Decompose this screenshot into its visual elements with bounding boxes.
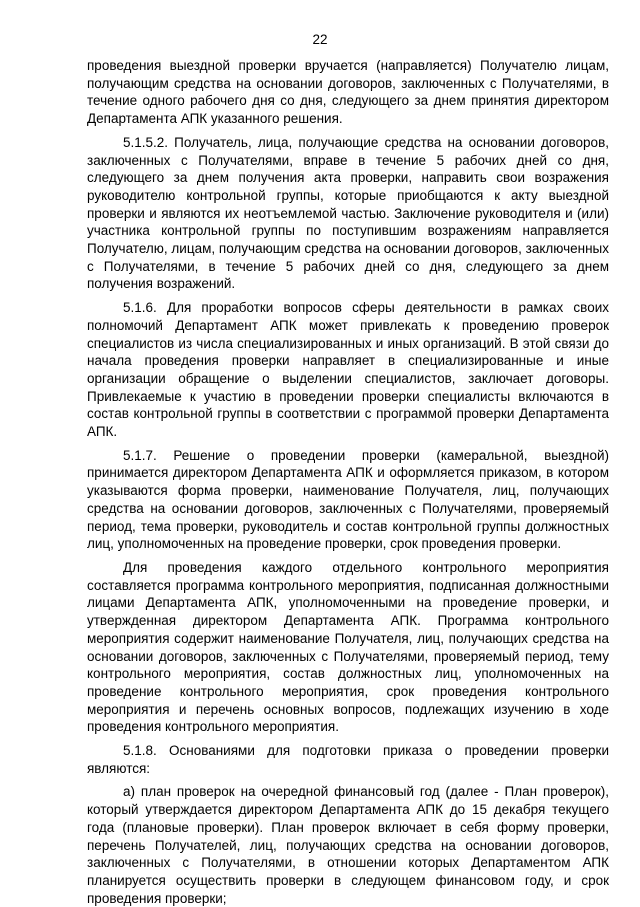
page-number: 22 xyxy=(312,32,328,47)
paragraph-5-1-6: 5.1.6. Для проработки вопросов сферы деятельности в рамках своих полномочий Департамент АПК может привлекать к проведению проверок специалистов из числа специализированных и иных организаций. В этой связи до начала проведения проверки направляет в специализированные и иные организации обращение о выделении специалистов, заключает договоры. Привлекаемые к участию в проведении проверки специалисты включаются в состав контрольной группы в соответствии с программой проверки Департамента АПК. xyxy=(87,300,609,440)
paragraph-item-a: а) план проверок на очередной финансовый год (далее - План проверок), который утверждается директором Департамента АПК до 15 декабря текущего года (плановые проверки). План проверок включает в себя форму проверки, перечень Получателей, лиц, получающих средства на основании договоров, заключенных с Получателями, в отношении которых Департаментом АПК планируется осуществить проверки в следующем финансовом году, и срок проведения проверки; xyxy=(87,784,609,906)
paragraph-5-1-7: 5.1.7. Решение о проведении проверки (камеральной, выездной) принимается директором Департамента АПК и оформляется приказом, в котором указываются форма проверки, наименование Получателя, лиц, получающих средства на основании договоров, заключенных с Получателями, проверяемый период, тема проверки, руководитель и состав контрольной группы должностных лиц, уполномоченных на проведение проверки, срок проведения проверки. xyxy=(87,447,609,552)
paragraph-5-1-5-2: 5.1.5.2. Получатель, лица, получающие средства на основании договоров, заключенных с Получателями, вправе в течение 5 рабочих дней со дня, следующего за днем получения акта проверки, направить свои возражения руководителю контрольной группы, которые приобщаются к акту выездной проверки и являются их неотъемлемой частью. Заключение руководителя и (или) участника контрольной группы по поступившим возражениям направляется Получателю, лицам, получающим средства на основании договоров, заключенных с Получателями, в течение 5 рабочих дней со дня, следующего за днем получения возражений. xyxy=(87,134,609,292)
paragraph-continuation: проведения выездной проверки вручается (направляется) Получателю лицам, получающим средства на основании договоров, заключенных с Получателями, в течение одного рабочего дня со дня, следующего за днем принятия директором Департамента АПК указанного решения. xyxy=(87,58,609,127)
paragraph-5-1-8: 5.1.8. Основаниями для подготовки приказа о проведении проверки являются: xyxy=(87,743,609,776)
paragraph-program: Для проведения каждого отдельного контрольного мероприятия составляется программа контрольного мероприятия, подписанная должностными лицами Департамента АПК, уполномоченными на проведение проверки, и утвержденная директором Департамента АПК. Программа контрольного мероприятия содержит наименование Получателя, лиц, получающих средства на основании договоров, заключенных с Получателями, проверяемый период, тему контрольного мероприятия, состав должностных лиц, уполномоченных на проведение контрольного мероприятия, срок проведения контрольного мероприятия и перечень основных вопросов, подлежащих изучению в ходе проведения контрольного мероприятия. xyxy=(87,559,609,735)
document-body xyxy=(87,57,609,907)
